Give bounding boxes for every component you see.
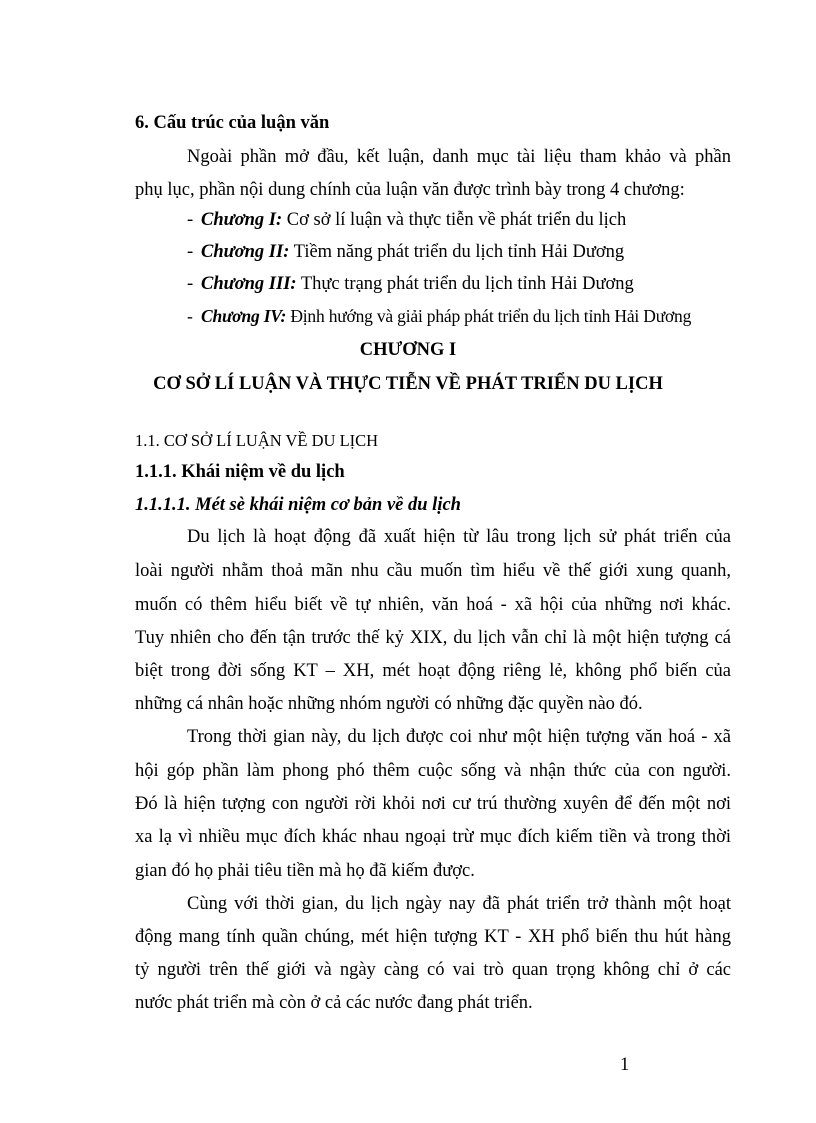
chapter-title: CHƯƠNG I (359, 340, 457, 360)
dash-bullet: - (187, 274, 194, 294)
paragraph-line: Cùng với thời gian, du lịch ngày nay đã phát triển trở thành một hoạt (187, 894, 731, 914)
section-1-1-heading: 1.1. CƠ SỞ LÍ LUẬN VỀ DU LỊCH (135, 431, 379, 450)
chapter-list-item (187, 241, 783, 263)
paragraph-line: biệt trong đời sống KT – XH, mét hoạt động riêng lẻ, không phổ biến của (135, 661, 731, 681)
chapter-label: Chương IV: (201, 306, 287, 326)
dash-bullet: - (187, 210, 194, 230)
paragraph-line: xa lạ vì nhiều mục đích khác nhau ngoại trừ mục đích kiếm tiền và trong thời (135, 827, 731, 847)
dash-bullet: - (187, 306, 193, 326)
intro-line: phụ lục, phần nội dung chính của luận văn được trình bày trong 4 chương: (135, 180, 685, 200)
chapter-text: Thực trạng phát triển du lịch tỉnh Hải Dương (296, 274, 634, 294)
paragraph-line: muốn có thêm hiểu biết về tự nhiên, văn hoá - xã hội của những nơi khác. (135, 595, 731, 615)
paragraph-line: loài người nhằm thoả mãn nhu cầu muốn tìm hiểu về thế giới xung quanh, (135, 561, 731, 581)
paragraph-line: hội góp phần làm phong phó thêm cuộc sống và nhận thức của con người. (135, 761, 731, 781)
intro-line: Ngoài phần mở đầu, kết luận, danh mục tài liệu tham khảo và phần (187, 147, 731, 167)
section-heading: 6. Cấu trúc của luận văn (135, 113, 330, 133)
section-1-1-1-heading: 1.1.1. Khái niệm về du lịch (135, 462, 345, 482)
chapter-text: Tiềm năng phát triển du lịch tỉnh Hải Dương (289, 242, 625, 262)
paragraph-line: Tuy nhiên cho đến tận trước thế kỷ XIX, du lịch vẫn chỉ là một hiện tượng cá (135, 628, 731, 648)
paragraph-line: nước phát triển mà còn ở cả các nước đang phát triển. (135, 993, 533, 1013)
chapter-label: Chương III: (201, 274, 297, 294)
paragraph-line: động mang tính quần chúng, mét hiện tượng KT - XH phổ biến thu hút hàng (135, 927, 731, 947)
paragraph-line: những cá nhân hoặc những nhóm người có những đặc quyền nào đó. (135, 694, 643, 714)
chapter-list-item (187, 305, 783, 327)
chapter-subtitle: CƠ SỞ LÍ LUẬN VÀ THỰC TIỄN VỀ PHÁT TRIỂN DU LỊCH (153, 374, 663, 394)
paragraph-line: Trong thời gian này, du lịch được coi như một hiện tượng văn hoá - xã (187, 727, 731, 747)
chapter-label: Chương I: (201, 210, 283, 230)
paragraph-line: gian đó họ phải tiêu tiền mà họ đã kiếm được. (135, 861, 475, 881)
dash-bullet: - (187, 242, 194, 262)
chapter-list-item (187, 273, 783, 295)
chapter-text: Cơ sở lí luận và thực tiễn về phát triển du lịch (282, 210, 627, 230)
paragraph-line: Đó là hiện tượng con người rời khỏi nơi cư trú thường xuyên để đến một nơi (135, 794, 731, 814)
section-1-1-1-1-heading: 1.1.1.1. Mét sè khái niệm cơ bản về du lịch (135, 495, 461, 515)
chapter-label: Chương II: (201, 242, 290, 262)
paragraph-line: Du lịch là hoạt động đã xuất hiện từ lâu trong lịch sử phát triển của (187, 527, 731, 547)
chapter-text: Định hướng và giải pháp phát triển du lịch tỉnh Hải Dương (286, 306, 692, 326)
chapter-list-item (187, 209, 783, 231)
paragraph-line: tỷ người trên thế giới và ngày càng có vai trò quan trọng không chỉ ở các (135, 960, 731, 980)
page-number: 1 (620, 1055, 630, 1075)
